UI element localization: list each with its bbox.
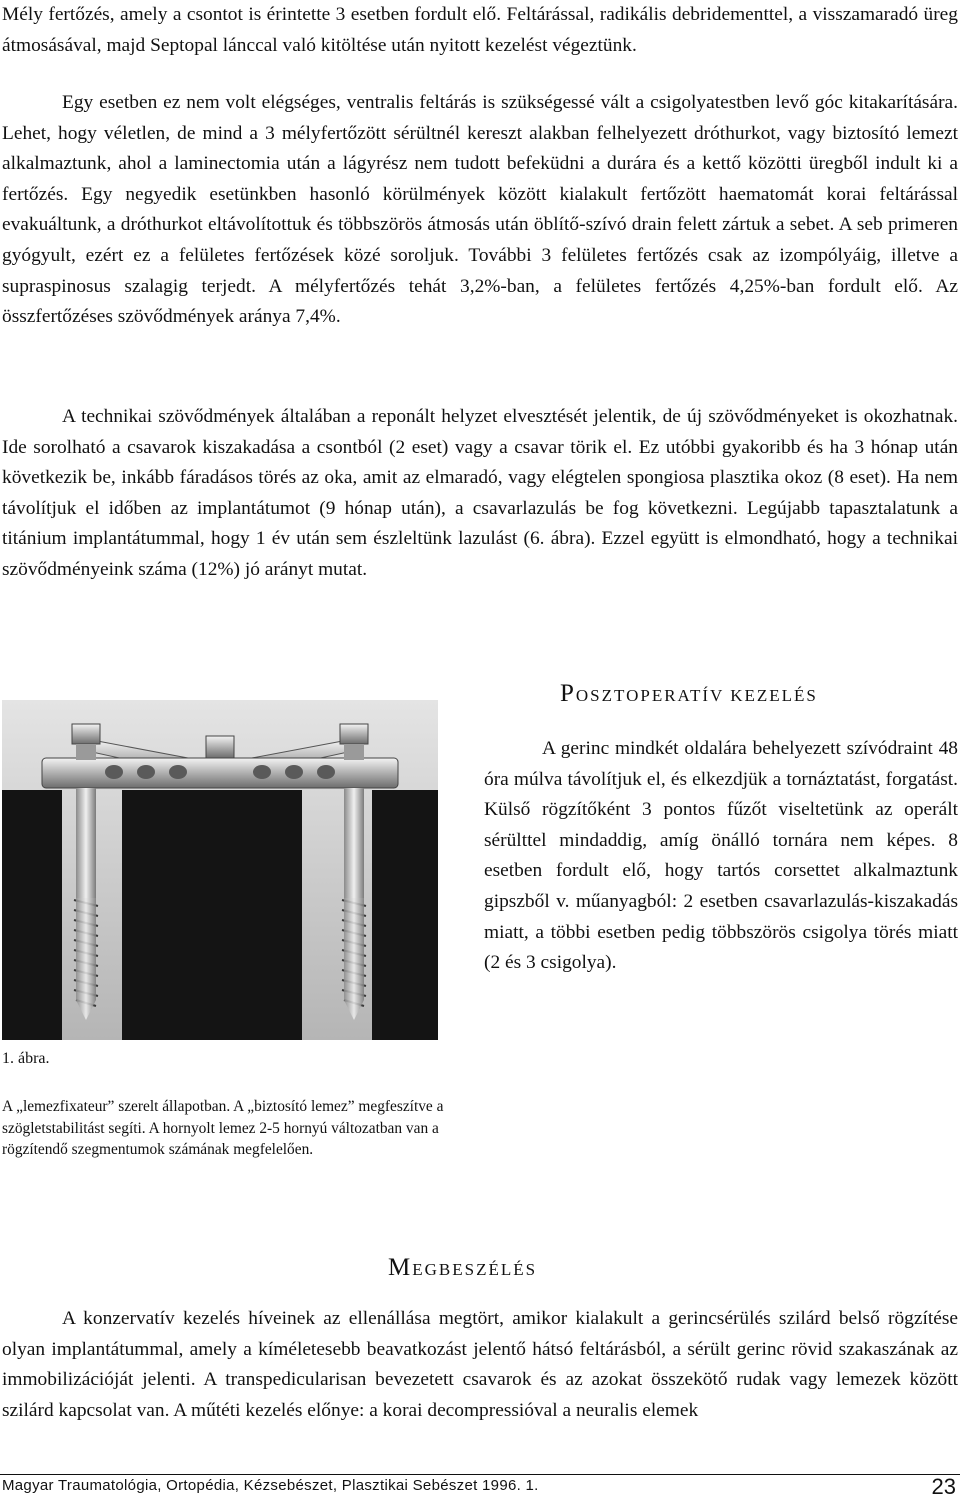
body-paragraph-2: Egy esetben ez nem volt elégséges, ventralis feltárás is szükségessé vált a csigolyatestben levő góc kitakarítására. Lehet, hogy véletlen, de mind a 3 mélyfertőzött sérültnél kereszt alakban felhelyezett dróthurkot, vagy biztosító lemezt alkalmaztunk, ahol a laminectomia után a lágyrész nem tudott befeküdni a durára és a kettő közötti üregből indult ki a fertőzés. Egy negyedik esetünkben hasonló körülmények között kialakult fertőzött haematomát korai feltárással evakuáltunk, a dróthurkot eltávolítottuk és többszörös átmosás után öblítő-szívó drain felett zártuk a sebet. A seb primeren gyógyult, ezért ez a felületes fertőzések közé soroljuk. További 3 felületes fertőzés csak az izompólyáig, illetve a supraspinosus szalagig terjedt. A mélyfertőzés tehát 3,2%-ban, a felületes fertőzés 4,25%-ban fordult elő. Az összfertőzéses szövődmények aránya 7,4%.: [2, 92, 958, 328]
discussion-text: A konzervatív kezelés híveinek az ellenállása megtört, amikor kialakult a gerincsérülés szilárd belső rögzítése olyan implantátummal, amely a kíméletesebb beavatkozást jelentő hátsó feltárásból, a sérült gerinc rövid szakaszának az immobilizációját jelenti. A transpedicularisan bevezetett csavarok és az azokat összekötő rudak vagy lemezek között szilárd kapcsolat van. A műtéti kezelés előnye: a korai decompressióval a neuralis elemek: [2, 1308, 958, 1421]
lemezfixateur-image: [2, 700, 438, 1040]
page-number: 23: [931, 1474, 956, 1499]
body-paragraph-1: Mély fertőzés, amely a csontot is érintette 3 esetben fordult elő. Feltárással, radikális debridementtel, a visszamaradó üreg átmosásával, majd Septopal lánccal való kitöltése után nyitott kezelést végeztünk.: [2, 4, 958, 56]
footer-divider: [0, 1474, 960, 1475]
postop-heading: POSZTOPERATÍV KEZELÉS: [560, 680, 818, 707]
figure-implant-photo: [2, 700, 438, 1040]
figure-caption: A „lemezfixateur” szerelt állapotban. A „biztosító lemez” megfeszítve a szögletstabilitást segíti. A hornyolt lemez 2-5 hornyú változatban van a rögzítendő szegmentumok számának megfelelően.: [2, 1098, 444, 1158]
footer-journal: Magyar Traumatológia, Ortopédia, Kézsebészet, Plasztikai Sebészet 1996. 1.: [2, 1477, 539, 1494]
discussion-heading: MEGBESZÉLÉS: [388, 1254, 538, 1281]
figure-label: 1. ábra.: [2, 1050, 50, 1067]
body-paragraph-3: A technikai szövődmények általában a reponált helyzet elvesztését jelentik, de új szövődményeket is okozhatnak. Ide sorolható a csavarok kiszakadása a csontból (2 eset) vagy a csavar törik el. Ez utóbbi gyakoribb és ha 3 hónap után következik be, inkább fáradásos törés az oka, amit az elmaradó, vagy elégtelen spongiosa plasztika okoz (8 eset). Ha nem távolítjuk el időben az implantátumot (9 hónap után), a csavarlazulás be fog következni. Legújabb tapasztalatunk a titánium implantátummal, hogy 1 év után sem észleltünk lazulást (6. ábra). Ezzel együtt is elmondható, hogy a technikai szövődményeink száma (12%) jó arányt mutat.: [2, 406, 958, 580]
postop-text: A gerinc mindkét oldalára behelyezett szívódraint 48 óra múlva távolítjuk el, és elkezdjük a tornáztatást, forgatást. Külső rögzítőként 3 pontos fűzőt viseltetünk az operált sérülttel mindaddig, amíg önálló tornára nem képes. 8 esetben fordult elő, hogy tartós corsettet alkalmaztunk gipszből v. műanyagból: 2 esetben csavarlazulás-kiszakadás miatt, a többi esetben pedig többszörös csigolya törés miatt (2 és 3 csigolya).: [484, 738, 958, 974]
